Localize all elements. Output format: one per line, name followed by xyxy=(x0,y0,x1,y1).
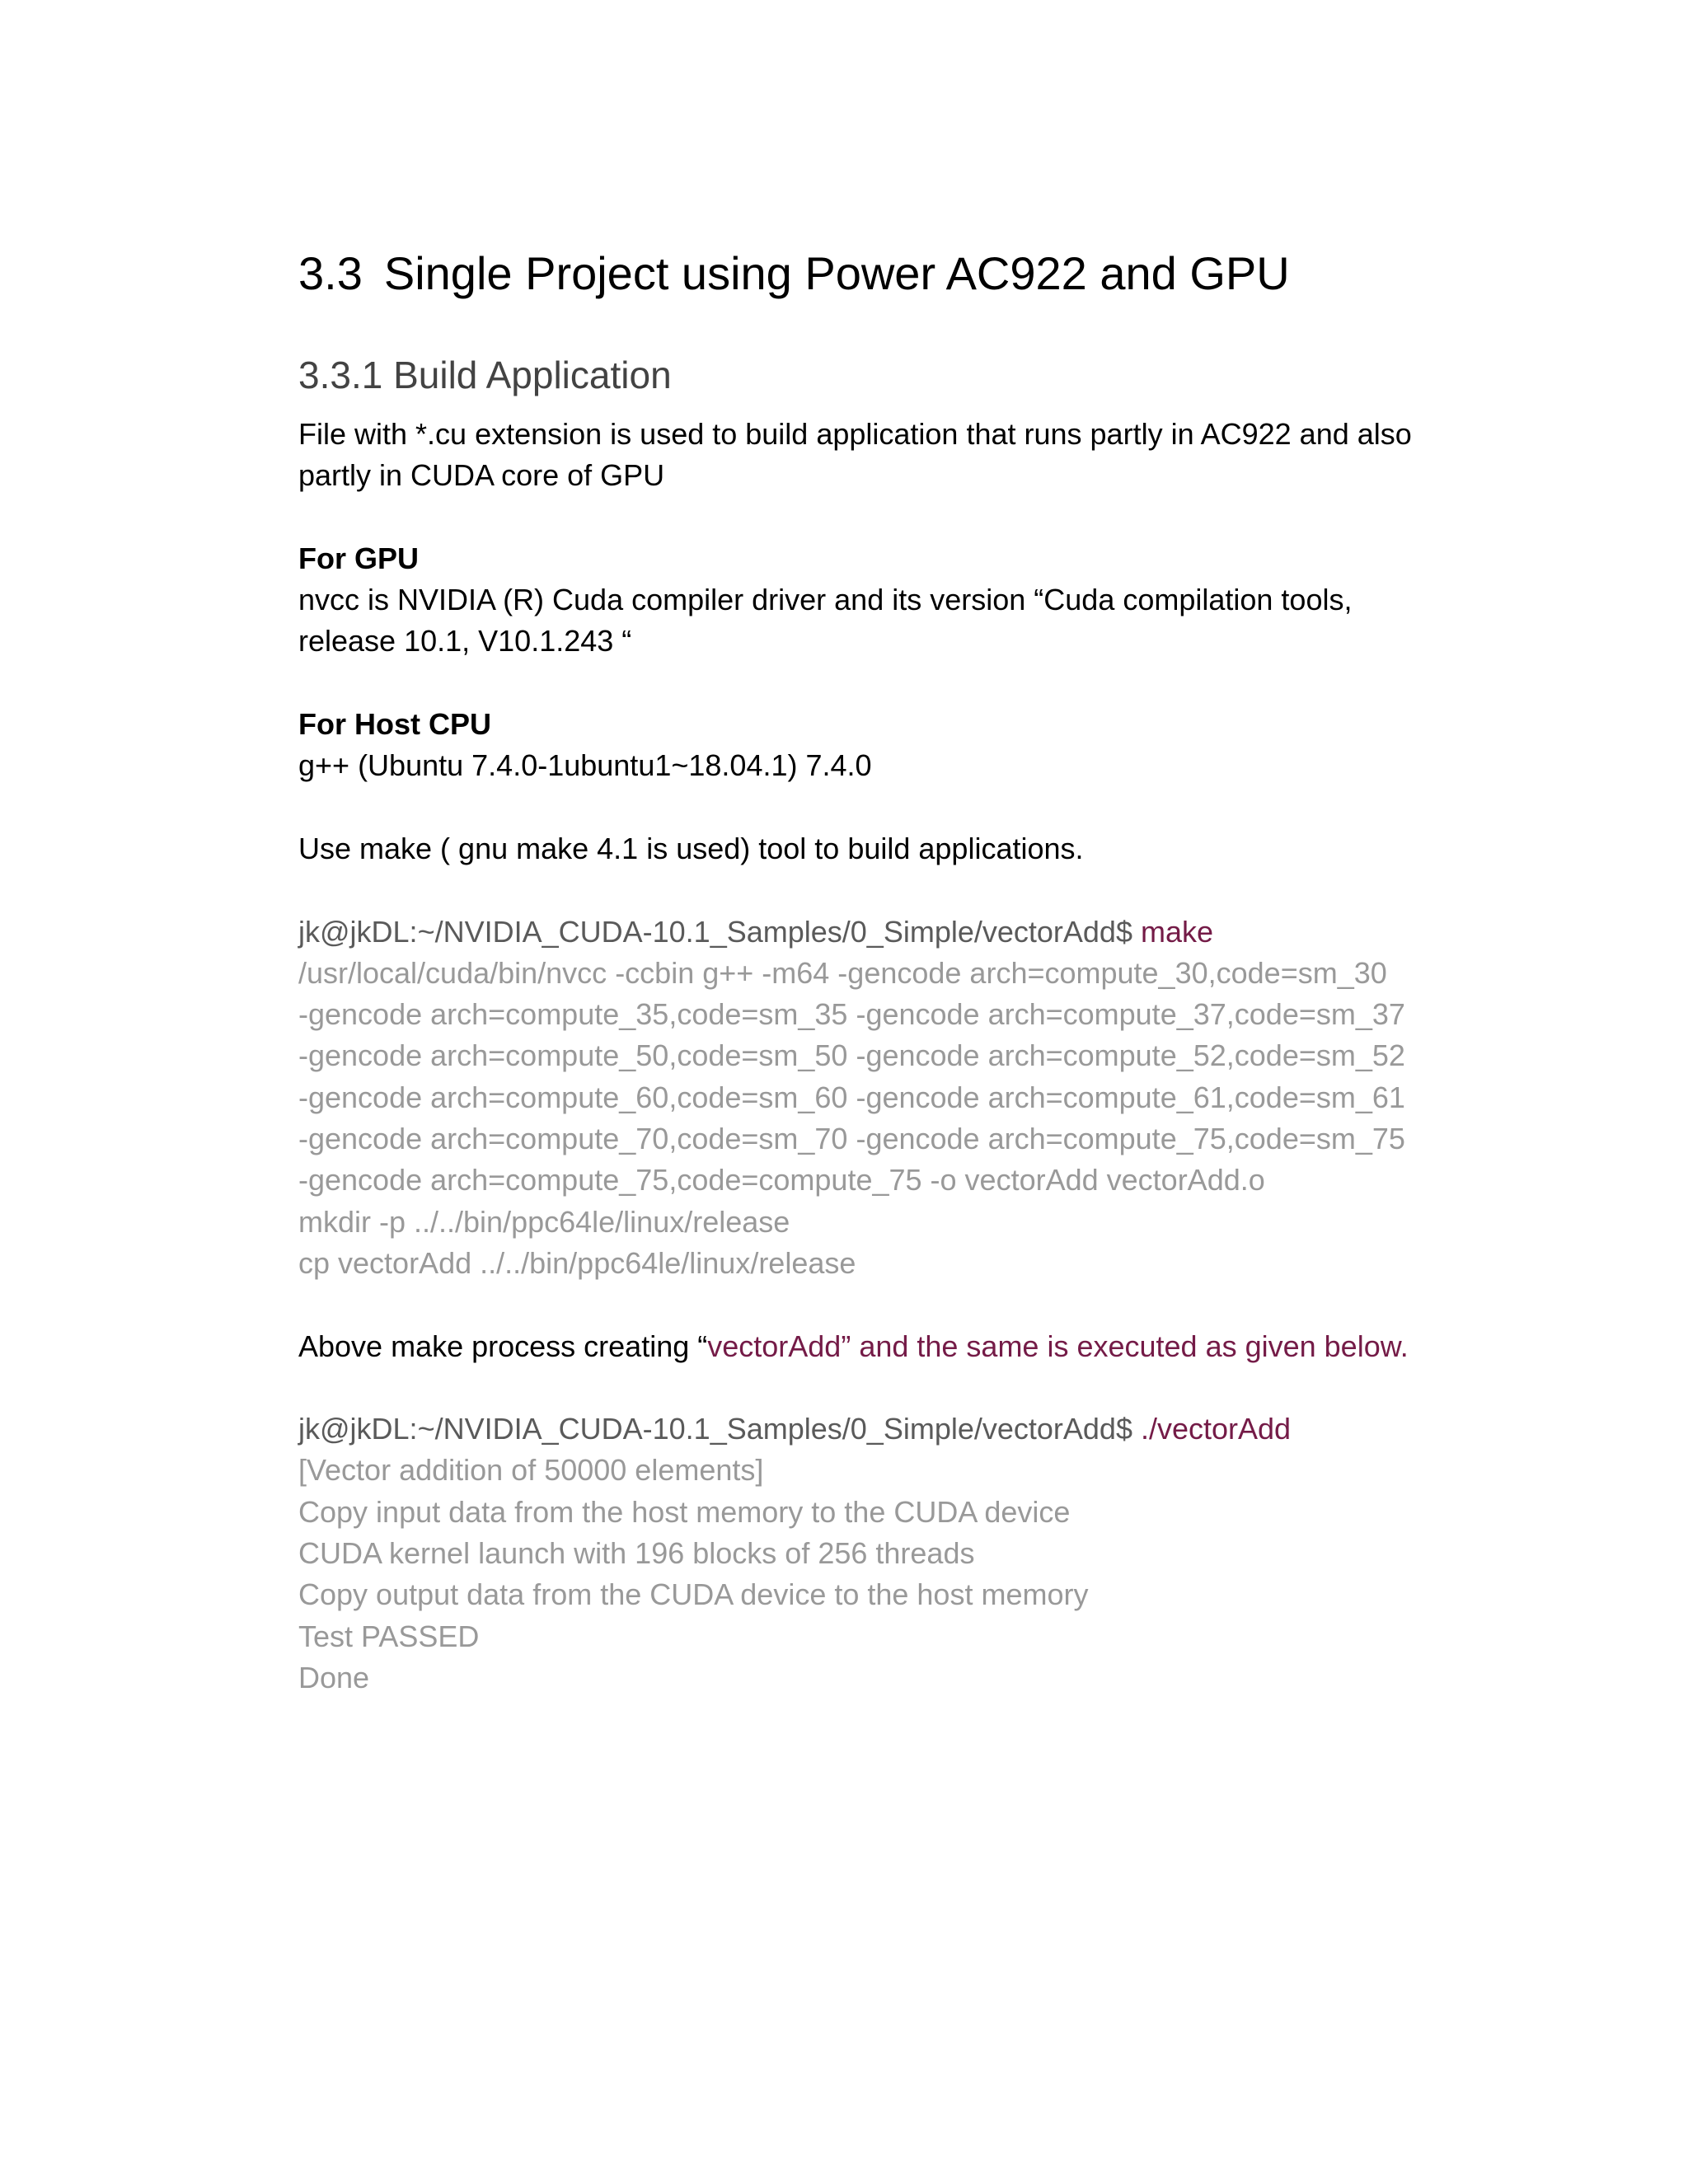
run-output-line: Done xyxy=(298,1660,370,1694)
make-output-line: /usr/local/cuda/bin/nvcc -ccbin g++ -m64 -gencode arch=compute_30,code=sm_30 xyxy=(298,955,1387,990)
run-output-line: Test PASSED xyxy=(298,1619,480,1653)
above-note-highlight: vectorAdd” and the same is executed as given below. xyxy=(707,1329,1409,1363)
shell-command: ./vectorAdd xyxy=(1140,1412,1292,1446)
run-command-line xyxy=(298,1408,1477,1450)
make-command-line xyxy=(298,912,1477,953)
blank-line xyxy=(298,663,1477,704)
gpu-heading: For GPU xyxy=(298,541,420,575)
cpu-heading: For Host CPU xyxy=(298,707,491,742)
make-output-line: -gencode arch=compute_50,code=sm_50 -gencode arch=compute_52,code=sm_52 xyxy=(298,1038,1405,1073)
make-output-line: mkdir -p ../../bin/ppc64le/linux/release xyxy=(298,1204,790,1239)
section-title-text: Single Project using Power AC922 and GPU xyxy=(383,247,1290,299)
gpu-line: release 10.1, V10.1.243 “ xyxy=(298,624,632,658)
make-output-line: -gencode arch=compute_35,code=sm_35 -gencode arch=compute_37,code=sm_37 xyxy=(298,997,1405,1032)
blank-line xyxy=(298,1367,1477,1408)
shell-prompt: jk@jkDL:~/NVIDIA_CUDA-10.1_Samples/0_Simple/vectorAdd$ xyxy=(298,1412,1141,1446)
section-number: 3.3 xyxy=(298,247,363,299)
run-output-line: CUDA kernel launch with 196 blocks of 256 threads xyxy=(298,1536,975,1571)
cpu-line: g++ (Ubuntu 7.4.0-1ubuntu1~18.04.1) 7.4.0 xyxy=(298,748,872,783)
section-title xyxy=(298,241,1290,307)
make-note: Use make ( gnu make 4.1 is used) tool to build applications. xyxy=(298,831,1084,865)
subsection-title: 3.3.1 Build Application xyxy=(298,354,672,396)
make-output-line: cp vectorAdd ../../bin/ppc64le/linux/release xyxy=(298,1245,856,1280)
body-content xyxy=(298,414,1477,1699)
blank-line xyxy=(298,497,1477,538)
intro-line: partly in CUDA core of GPU xyxy=(298,458,665,493)
above-note xyxy=(298,1326,1477,1367)
run-output-line: Copy output data from the CUDA device to the host memory xyxy=(298,1577,1089,1612)
shell-command: make xyxy=(1140,914,1214,949)
make-output-line: -gencode arch=compute_70,code=sm_70 -gencode arch=compute_75,code=sm_75 xyxy=(298,1122,1405,1156)
shell-prompt: jk@jkDL:~/NVIDIA_CUDA-10.1_Samples/0_Simple/vectorAdd$ xyxy=(298,914,1141,949)
make-output-line: -gencode arch=compute_60,code=sm_60 -gencode arch=compute_61,code=sm_61 xyxy=(298,1080,1405,1114)
run-output-line: Copy input data from the host memory to the CUDA device xyxy=(298,1494,1071,1529)
blank-line xyxy=(298,869,1477,911)
make-output-line: -gencode arch=compute_75,code=compute_75 -o vectorAdd vectorAdd.o xyxy=(298,1163,1265,1197)
blank-line xyxy=(298,787,1477,828)
gpu-line: nvcc is NVIDIA (R) Cuda compiler driver and its version “Cuda compilation tools, xyxy=(298,583,1353,617)
intro-line: File with *.cu extension is used to build application that runs partly in AC922 and also xyxy=(298,417,1412,451)
run-output-line: [Vector addition of 50000 elements] xyxy=(298,1453,764,1488)
blank-line xyxy=(298,1284,1477,1325)
above-note-plain: Above make process creating “ xyxy=(298,1329,708,1363)
